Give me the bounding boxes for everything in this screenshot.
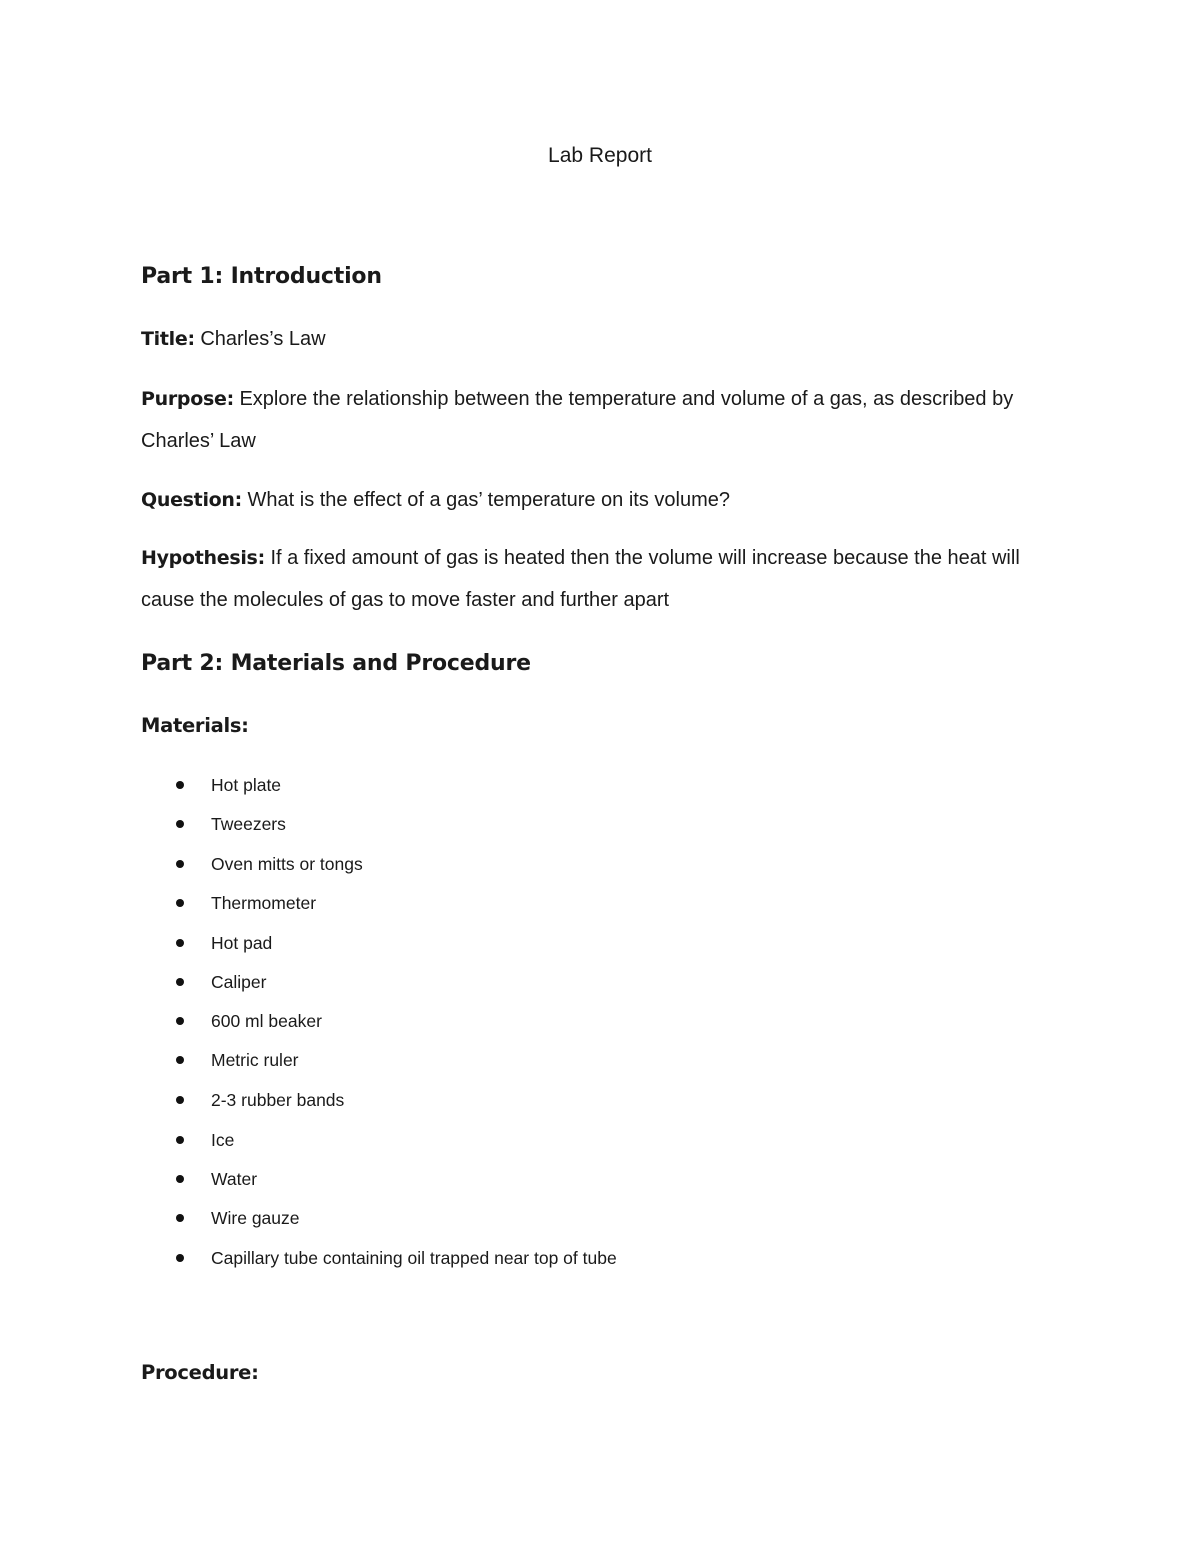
title-label: Title: [141, 328, 195, 350]
question-value: What is the effect of a gas’ temperature on its volume? [247, 489, 730, 511]
bullet-icon [176, 1136, 184, 1144]
material-text: 600 ml beaker [211, 1011, 322, 1031]
material-text: Water [211, 1169, 258, 1189]
bullet-icon [176, 781, 184, 789]
bullet-icon [176, 939, 184, 947]
material-text: Ice [211, 1130, 235, 1150]
part1-heading: Part 1: Introduction [141, 264, 382, 289]
material-text: Thermometer [211, 893, 317, 913]
bullet-icon [176, 1175, 184, 1183]
purpose-paragraph [141, 378, 1061, 462]
title-value: Charles’s Law [200, 328, 326, 350]
bullet-icon [176, 860, 184, 868]
bullet-icon [176, 899, 184, 907]
bullet-icon [176, 1096, 184, 1104]
material-text: Hot pad [211, 933, 273, 953]
title-paragraph [141, 318, 1061, 360]
bullet-icon [176, 820, 184, 828]
bullet-icon [176, 1017, 184, 1025]
bullet-icon [176, 978, 184, 986]
document-title: Lab Report [548, 144, 652, 167]
purpose-value: Explore the relationship between the temperature and volume of a gas, as described by Charles’ Law [141, 388, 1014, 452]
question-paragraph [141, 479, 1061, 521]
hypothesis-value: If a fixed amount of gas is heated then the volume will increase because the heat will cause the molecules of gas to move faster and further apart [141, 547, 1020, 611]
part2-heading: Part 2: Materials and Procedure [141, 651, 531, 676]
materials-label: Materials: [141, 714, 249, 737]
material-text: Wire gauze [211, 1208, 300, 1228]
material-text: 2-3 rubber bands [211, 1090, 345, 1110]
bullet-icon [176, 1056, 184, 1064]
purpose-label: Purpose: [141, 388, 234, 410]
material-text: Tweezers [211, 814, 286, 834]
hypothesis-label: Hypothesis: [141, 547, 265, 569]
material-text: Metric ruler [211, 1050, 299, 1070]
bullet-icon [176, 1214, 184, 1222]
material-text: Caliper [211, 972, 267, 992]
question-label: Question: [141, 489, 242, 511]
bullet-icon [176, 1254, 184, 1262]
hypothesis-paragraph [141, 537, 1061, 621]
material-text: Hot plate [211, 775, 282, 795]
material-text: Oven mitts or tongs [211, 854, 363, 874]
material-text: Capillary tube containing oil trapped near top of tube [211, 1248, 617, 1268]
procedure-label: Procedure: [141, 1361, 259, 1384]
